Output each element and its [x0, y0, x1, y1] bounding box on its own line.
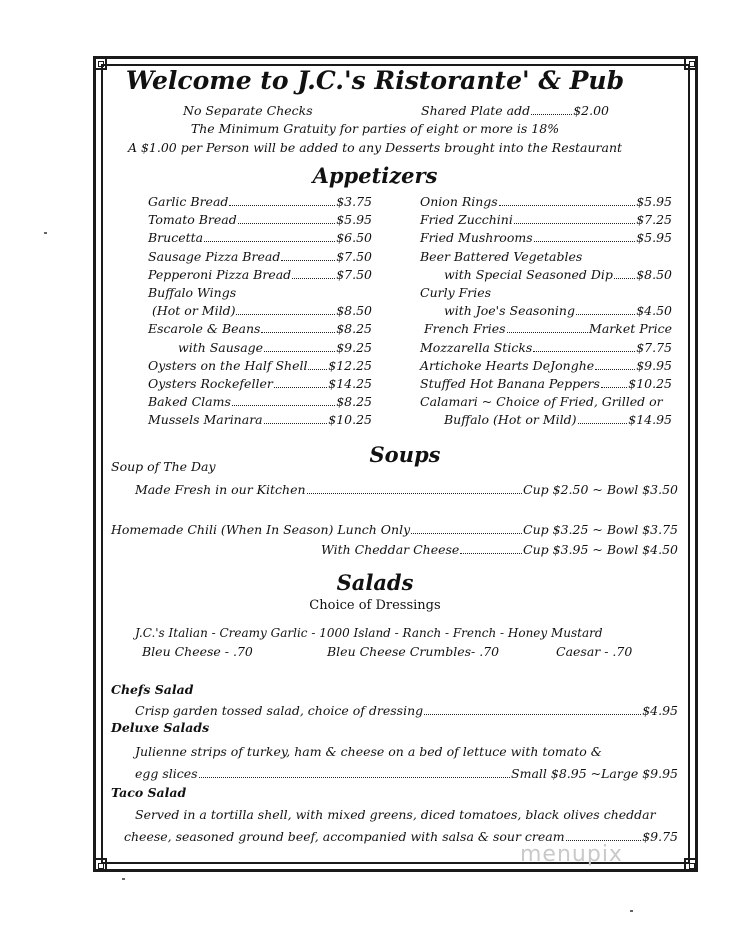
- menu-item-price: $9.25: [336, 339, 372, 355]
- taco-salad-title: Taco Salad: [111, 785, 187, 800]
- menu-item-name: Oysters on the Half Shell: [148, 357, 308, 373]
- menu-item-name: Calamari ~ Choice of Fried, Grilled or: [420, 394, 663, 410]
- menu-item: [420, 212, 672, 227]
- dot-leader: [533, 351, 635, 352]
- menu-item-name: Beer Battered Vegetables: [420, 248, 583, 264]
- menu-item-name: Artichoke Hearts DeJonghe: [420, 357, 595, 373]
- scan-mark: [630, 910, 633, 912]
- menu-item-price: $6.50: [336, 230, 372, 246]
- dot-leader: [566, 840, 642, 841]
- chefs-salad-desc: Crisp garden tossed salad, choice of dressing: [135, 703, 424, 718]
- menu-item-price: $4.50: [636, 303, 672, 319]
- menu-item: [420, 358, 672, 373]
- bleu-cheese-option: Bleu Cheese - .70: [142, 644, 253, 659]
- menu-item-name: Curly Fries: [420, 285, 492, 300]
- dot-leader: [232, 405, 335, 406]
- dot-leader: [281, 260, 335, 261]
- menu-item-price: $8.25: [336, 394, 372, 410]
- menu-item-price: $12.25: [328, 357, 372, 373]
- menu-item-name: Mozzarella Sticks: [420, 339, 533, 355]
- chili-row: [111, 522, 678, 537]
- menu-item-name: Baked Clams: [148, 394, 231, 410]
- deluxe-salads-desc: Julienne strips of turkey, ham & cheese on a bed of lettuce with tomato &: [135, 744, 602, 759]
- dot-leader: [614, 278, 635, 279]
- menu-item-name: Escarole & Beans: [148, 321, 261, 337]
- menu-item: [420, 376, 672, 391]
- dot-leader: [229, 205, 335, 206]
- menu-item: [444, 303, 672, 318]
- dot-leader: [238, 223, 335, 224]
- menu-item-name: Fried Mushrooms: [420, 230, 533, 246]
- dot-leader: [236, 314, 335, 315]
- dot-leader: [578, 423, 628, 424]
- deluxe-salads-title: Deluxe Salads: [111, 720, 210, 735]
- menu-item: [148, 358, 372, 373]
- dot-leader: [307, 493, 523, 494]
- corner-ornament: [93, 858, 107, 872]
- menu-item: [148, 212, 372, 227]
- dot-leader: [595, 369, 635, 370]
- dot-leader: [531, 114, 572, 115]
- dot-leader: [199, 777, 510, 778]
- dot-leader: [534, 241, 636, 242]
- dot-leader: [514, 223, 635, 224]
- dressings-list: J.C.'s Italian - Creamy Garlic - 1000 Island - Ranch - French - Honey Mustard: [135, 626, 603, 640]
- menu-item-price: $10.25: [628, 376, 672, 391]
- caesar-option: Caesar - .70: [556, 644, 633, 659]
- menu-item: [420, 249, 582, 264]
- dot-leader: [499, 205, 635, 206]
- taco-salad-desc-2: cheese, seasoned ground beef, accompanied with salsa & sour cream: [124, 829, 565, 844]
- menu-item-price: $5.95: [636, 230, 672, 246]
- dot-leader: [507, 332, 588, 333]
- menu-item-price: $7.50: [336, 266, 372, 282]
- menu-item: [444, 267, 672, 282]
- menu-item-name: with Sausage: [178, 339, 264, 355]
- corner-ornament: [684, 858, 698, 872]
- salads-heading: Salads: [336, 570, 414, 595]
- menu-item: [148, 376, 372, 391]
- soup-price: Cup $2.50 ~ Bowl $3.50: [523, 482, 678, 497]
- menu-item: [444, 412, 672, 427]
- menu-item-price: $7.75: [636, 339, 672, 355]
- menu-item: [148, 321, 372, 336]
- menu-item-name: (Hot or Mild): [152, 303, 236, 319]
- menu-item-name: with Special Seasoned Dip: [444, 266, 613, 282]
- menu-item-price: $14.95: [628, 412, 672, 428]
- menu-item: [148, 230, 372, 245]
- shared-plate-note: [421, 103, 609, 118]
- dot-leader: [264, 351, 335, 352]
- taco-salad-desc: Served in a tortilla shell, with mixed greens, diced tomatoes, black olives cheddar: [135, 807, 656, 822]
- taco-salad-price: $9.75: [642, 829, 678, 844]
- chili-price: Cup $3.25 ~ Bowl $3.75: [523, 522, 678, 537]
- menu-item: [148, 194, 372, 209]
- menu-item: [148, 249, 372, 264]
- menu-item-name: Sausage Pizza Bread: [148, 248, 281, 264]
- chili-cheese: With Cheddar Cheese: [321, 542, 460, 557]
- soup-desc: Made Fresh in our Kitchen: [135, 482, 306, 497]
- dot-leader: [576, 314, 635, 315]
- page-title: Welcome to J.C.'s Ristorante' & Pub: [125, 66, 625, 95]
- menu-item: [420, 230, 672, 245]
- appetizers-heading: Appetizers: [312, 163, 438, 188]
- menu-item-price: $7.50: [336, 248, 372, 264]
- menu-item: [420, 340, 672, 355]
- menu-item-price: $10.25: [328, 412, 372, 428]
- menu-item: [148, 412, 372, 427]
- menu-item-name: Tomato Bread: [148, 212, 237, 228]
- chili-cheese-row: [321, 542, 678, 557]
- dressings-subheading: Choice of Dressings: [309, 598, 441, 613]
- deluxe-salads-price: Small $8.95 ~Large $9.95: [511, 766, 678, 781]
- menu-item-price: $5.95: [636, 194, 672, 209]
- menu-item-name: Mussels Marinara: [148, 412, 263, 428]
- dot-leader: [424, 714, 641, 715]
- soup-of-day-title: Soup of The Day: [111, 459, 216, 474]
- menu-item: [420, 194, 672, 209]
- separate-checks-note: No Separate Checks: [183, 103, 313, 118]
- soups-heading: Soups: [369, 442, 441, 467]
- menu-item-name: Garlic Bread: [148, 194, 229, 209]
- chefs-salad-title: Chefs Salad: [111, 682, 194, 697]
- deluxe-salads-desc-2: egg slices: [135, 766, 198, 781]
- dot-leader: [292, 278, 335, 279]
- menu-item: [148, 267, 372, 282]
- menu-item-name: Oysters Rockefeller: [148, 376, 273, 391]
- shared-plate-price: $2.00: [573, 103, 609, 118]
- menu-item-price: $7.25: [636, 212, 672, 228]
- menu-item-name: French Fries: [424, 321, 506, 337]
- menu-item-name: Buffalo (Hot or Mild): [444, 412, 577, 428]
- menu-item-price: $8.25: [336, 321, 372, 337]
- dot-leader: [308, 369, 327, 370]
- dot-leader: [460, 553, 522, 554]
- menu-item-price: $8.50: [336, 303, 372, 319]
- menu-item-name: with Joe's Seasoning: [444, 303, 575, 319]
- scan-mark: [44, 232, 47, 234]
- soup-of-day-row: [135, 482, 678, 497]
- bleu-crumbles-option: Bleu Cheese Crumbles- .70: [327, 644, 500, 659]
- watermark: menupix: [520, 842, 623, 867]
- dot-leader: [204, 241, 335, 242]
- chefs-salad-row: [135, 703, 678, 718]
- desserts-note: A $1.00 per Person will be added to any Desserts brought into the Restaurant: [127, 140, 623, 155]
- menu-item-name: Pepperoni Pizza Bread: [148, 266, 292, 282]
- dot-leader: [411, 533, 522, 534]
- menu-item: [424, 321, 672, 336]
- shared-plate-label: Shared Plate add: [421, 103, 531, 118]
- menu-item-price: $5.95: [336, 212, 372, 228]
- menu-item-price: $8.50: [636, 266, 672, 282]
- menu-item-name: Brucetta: [148, 230, 204, 246]
- menu-item-name: Fried Zucchini: [420, 212, 513, 228]
- menu-item: [148, 285, 236, 300]
- menu-item: [420, 394, 663, 409]
- menu-item: [420, 285, 491, 300]
- chefs-salad-price: $4.95: [642, 703, 678, 718]
- menu-item-name: Stuffed Hot Banana Peppers: [420, 376, 600, 391]
- menu-item-name: Onion Rings: [420, 194, 498, 209]
- menu-item-price: Market Price: [589, 321, 672, 337]
- menu-item: [178, 340, 372, 355]
- dot-leader: [261, 332, 335, 333]
- menu-item-price: $14.25: [328, 376, 372, 391]
- menu-item: [148, 394, 372, 409]
- scan-mark: [122, 878, 125, 880]
- menu-item: [152, 303, 372, 318]
- gratuity-note: The Minimum Gratuity for parties of eight or more is 18%: [190, 121, 560, 136]
- menu-item-name: Buffalo Wings: [148, 285, 237, 300]
- dot-leader: [601, 387, 627, 388]
- dot-leader: [274, 387, 327, 388]
- chili-title: Homemade Chili (When In Season) Lunch Only: [111, 522, 411, 537]
- deluxe-salads-row: [135, 766, 678, 781]
- chili-cheese-price: Cup $3.95 ~ Bowl $4.50: [523, 542, 678, 557]
- menu-item-price: $9.95: [636, 357, 672, 373]
- menu-item-price: $3.75: [336, 194, 372, 209]
- dot-leader: [264, 423, 328, 424]
